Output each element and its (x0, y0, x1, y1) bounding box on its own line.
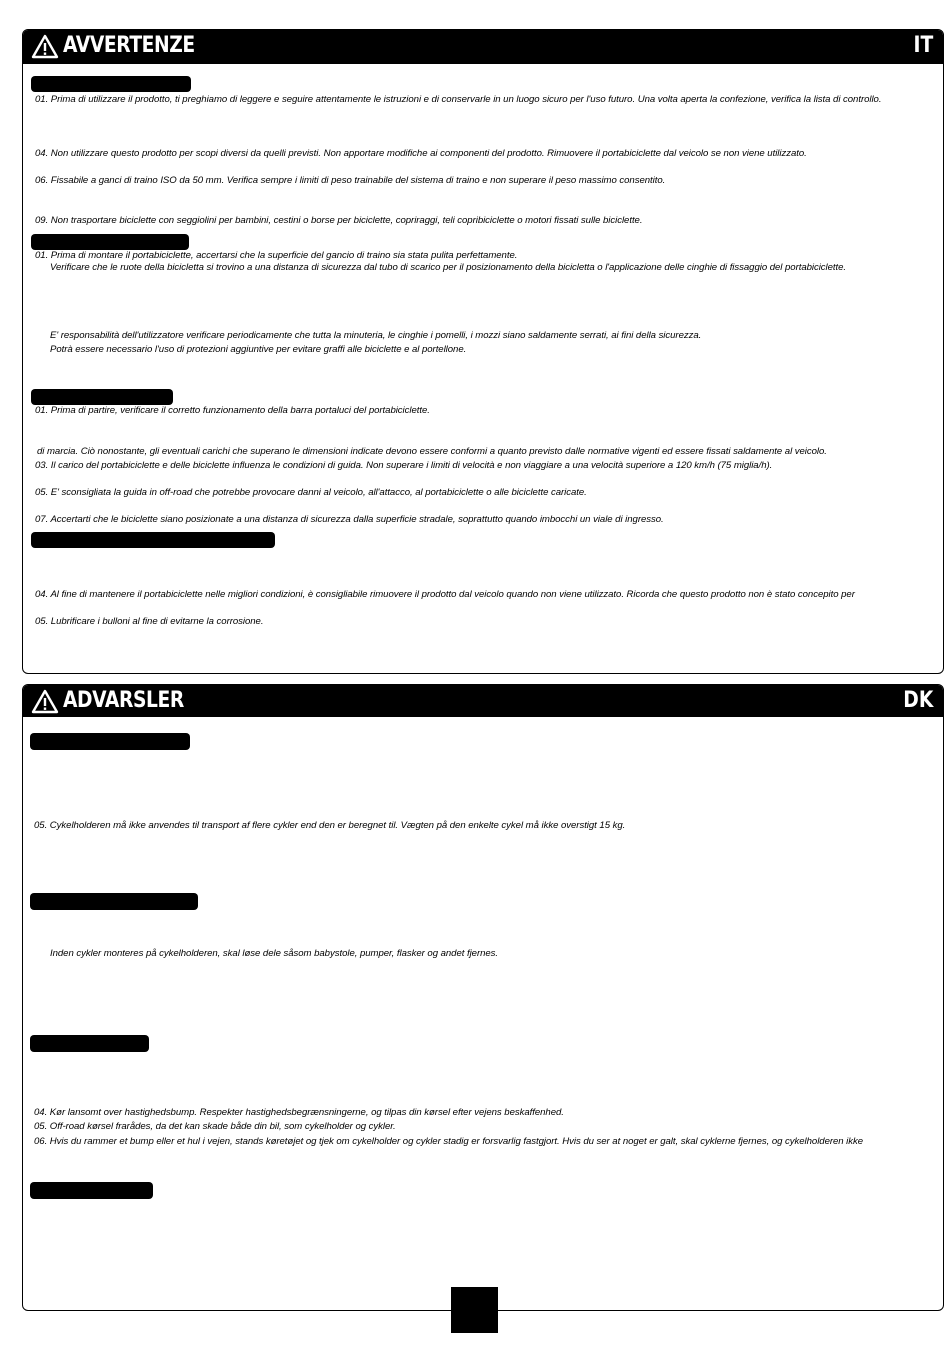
text-line: 07. Accertarti che le biciclette siano posizionate a una distanza di sicurezza dalla superficie stradale, soprattutto quando imbocchi un viale di ingresso. (35, 514, 664, 525)
text-line: 04. Kør lansomt over hastighedsbump. Respekter hastighedsbegrænsningerne, og tilpas din kørsel efter vejens beskaffenhed. (34, 1107, 564, 1118)
text-line: 01. Prima di utilizzare il prodotto, ti preghiamo di leggere e seguire attentamente le istruzioni e di conservarle in un luogo sicuro per l'uso futuro. Una volta aperta la confezione, verifica la lista di controllo. (35, 94, 882, 105)
text-line: 01. Prima di partire, verificare il corretto funzionamento della barra portaluci del portabiciclette. (35, 405, 430, 416)
text-line: di marcia. Ciò nonostante, gli eventuali carichi che superano le dimensioni indicate devono essere conformi a quanto previsto dalle normative vigenti ed essere fissati saldamente al veicolo. (37, 446, 827, 457)
language-code: DK (902, 688, 933, 713)
text-line: 09. Non trasportare biciclette con seggiolini per bambini, cestini o borse per biciclette, copriraggi, teli copribiciclette o motori fissati sulle biciclette. (35, 215, 643, 226)
text-line: Inden cykler monteres på cykelholderen, skal løse dele såsom babystole, pumper, flasker og andet fjernes. (50, 948, 499, 959)
text-line: 04. Non utilizzare questo prodotto per scopi diversi da quelli previsti. Non apportare modifiche ai componenti del prodotto. Rimuovere il portabiciclette dal veicolo se non viene utilizzato. (35, 148, 807, 159)
section-heading-bar (31, 532, 275, 548)
text-line: E' responsabilità dell'utilizzatore verificare periodicamente che tutta la minuteria, le cinghie i pomelli, i mozzi siano saldamente serrati, ai fini della sicurezza. (50, 330, 702, 341)
panel-title: ADVARSLER (63, 688, 184, 713)
text-line: 05. Lubrificare i bulloni al fine di evitarne la corrosione. (35, 616, 264, 627)
warning-triangle-icon (31, 689, 59, 714)
panel-header-dk (23, 685, 943, 717)
text-line: Verificare che le ruote della bicicletta si trovino a una distanza di sicurezza dal tubo di scarico per il posizionamento della bicicletta o l'applicazione delle cinghie di fissaggio del portabiciclette. (50, 262, 847, 273)
section-heading-bar (30, 1182, 153, 1199)
section-heading-bar (30, 733, 190, 750)
text-line: 05. Cykelholderen må ikke anvendes til transport af flere cykler end den er beregnet til. Vægten på den enkelte cykel må ikke overstigt 15 kg. (34, 820, 626, 831)
text-line: 05. Off-road kørsel frarådes, da det kan skade både din bil, som cykelholder og cykler. (34, 1121, 396, 1132)
text-line: 01. Prima di montare il portabiciclette, accertarsi che la superficie del gancio di traino sia stata pulita perfettamente. (35, 250, 518, 261)
text-line: Potrà essere necessario l'uso di protezioni aggiuntive per evitare graffi alle biciclette e al portellone. (50, 344, 467, 355)
warning-triangle-icon (31, 34, 59, 59)
section-heading-bar (31, 389, 173, 405)
section-heading-bar (30, 1035, 149, 1052)
text-line: 05. E' sconsigliata la guida in off-road che potrebbe provocare danni al veicolo, all'attacco, al portabiciclette o alle biciclette caricate. (35, 487, 587, 498)
section-heading-bar (30, 893, 198, 910)
text-line: 04. Al fine di mantenere il portabiciclette nelle migliori condizioni, è consigliabile rimuovere il prodotto dal veicolo quando non viene utilizzato. Ricorda che questo prodotto non è stato concepito per (35, 589, 855, 600)
section-heading-bar (31, 234, 189, 250)
text-line: 03. Il carico del portabiciclette e delle biciclette influenza le condizioni di guida. Non superare i limiti di velocità e non viaggiare a una velocità superiore a 120 km/h (75 miglia/h). (35, 460, 773, 471)
section-heading-bar (31, 76, 191, 92)
panel-header-it (23, 30, 943, 64)
language-code: IT (913, 33, 933, 58)
page-number-tab (451, 1287, 498, 1333)
panel-title: AVVERTENZE (63, 33, 195, 58)
text-line: 06. Fissabile a ganci di traino ISO da 50 mm. Verifica sempre i limiti di peso trainabile del sistema di traino e non superare il peso massimo consentito. (35, 175, 666, 186)
warnings-panel-dk (22, 684, 944, 1311)
text-line: 06. Hvis du rammer et bump eller et hul i vejen, stands køretøjet og tjek om cykelholder og cykler stadig er forsvarlig fastgjort. Hvis du ser at noget er galt, skal cyklerne fjernes, og cykelholderen ikke (34, 1136, 864, 1147)
